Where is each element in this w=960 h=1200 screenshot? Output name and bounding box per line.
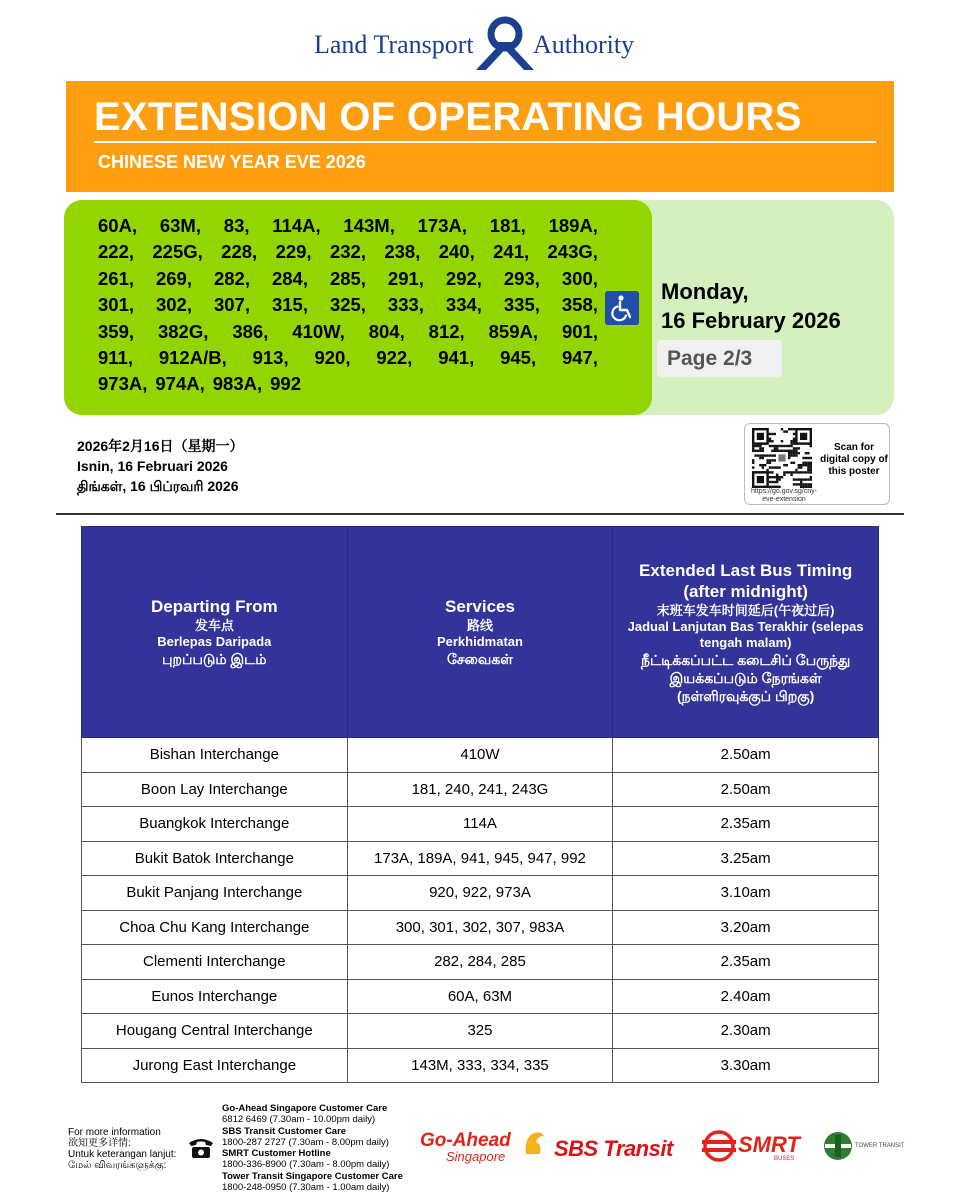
header-en: Services xyxy=(444,597,515,616)
qr-panel xyxy=(744,423,890,505)
service-number: 189A, xyxy=(548,215,598,236)
service-number: 240, xyxy=(438,241,475,263)
services-line xyxy=(98,213,598,239)
service-number: 143M, xyxy=(343,215,395,236)
departing-from-cell: Choa Chu Kang Interchange xyxy=(82,910,348,945)
service-number: 114A, xyxy=(272,215,321,236)
departing-from-cell: Boon Lay Interchange xyxy=(82,772,348,807)
contact-detail[interactable]: 1800-248-0950 (7.30am - 1.00am daily) xyxy=(222,1182,390,1194)
service-number: 941, xyxy=(438,347,475,369)
departing-from-cell: Eunos Interchange xyxy=(82,979,348,1014)
service-number: 261, xyxy=(98,267,135,289)
service-number: 911, xyxy=(98,347,133,369)
go-ahead-sub-text: Singapore xyxy=(446,1149,506,1164)
service-number: 60A, xyxy=(98,215,138,236)
service-number: 307, xyxy=(213,294,250,316)
service-number: 358, xyxy=(561,294,598,316)
contact-name: SMRT Customer Hotline xyxy=(222,1148,331,1160)
departing-from-cell: Clementi Interchange xyxy=(82,945,348,980)
service-number: 410W, xyxy=(292,320,345,342)
departing-from-cell: Hougang Central Interchange xyxy=(82,1014,348,1049)
contact-detail[interactable]: 1800-287 2727 (7.30am - 8.00pm daily) xyxy=(222,1136,389,1148)
service-number: 232, xyxy=(329,241,366,263)
service-number: 913, xyxy=(252,347,289,369)
header-ms: Perkhidmatan xyxy=(436,634,523,649)
last-bus-time-cell: 2.50am xyxy=(613,772,879,807)
header-zh: 末班车发车时间延后(午夜过后) xyxy=(656,602,835,618)
header-ms: Jadual Lanjutan Bas Terakhir (selepas tengah malam) xyxy=(627,618,864,650)
last-bus-time-cell: 3.20am xyxy=(613,910,879,945)
service-number: 983A, xyxy=(212,373,263,395)
service-number: 228, xyxy=(221,241,258,263)
service-number: 225G, xyxy=(152,241,203,263)
service-number: 181, xyxy=(489,215,526,236)
service-number: 238, xyxy=(384,241,421,263)
header-ta: நீட்டிக்கப்பட்ட கடைசிப் பேருந்து இயக்கப்படும் நேரங்கள் (நள்ளிரவுக்குப் பிறகு) xyxy=(641,651,851,704)
page-subtitle: CHINESE NEW YEAR EVE 2026 xyxy=(98,152,366,172)
services-cell: 920, 922, 973A xyxy=(347,876,613,911)
service-number: 912A/B, xyxy=(158,347,227,369)
table-header-row xyxy=(82,527,879,738)
departing-from-cell: Jurong East Interchange xyxy=(82,1048,348,1083)
contact-name: Go-Ahead Singapore Customer Care xyxy=(222,1103,388,1114)
go-ahead-text: Go-Ahead xyxy=(420,1130,511,1151)
table-row xyxy=(82,979,879,1014)
smrt-sub-text: BUSES xyxy=(774,1156,795,1162)
service-number: 222, xyxy=(98,241,135,263)
service-number: 974A, xyxy=(155,373,205,395)
service-number: 386, xyxy=(232,320,269,342)
service-number: 945, xyxy=(500,347,537,369)
smrt-logo xyxy=(700,1130,806,1164)
services-cell: 173A, 189A, 941, 945, 947, 992 xyxy=(347,841,613,876)
header-last-bus-timing xyxy=(613,527,879,738)
service-number: 83, xyxy=(223,215,250,236)
table-row xyxy=(82,738,879,773)
service-number: 804, xyxy=(368,320,405,342)
lion-icon xyxy=(522,1130,546,1156)
header-zh: 路线 xyxy=(466,618,493,633)
services-line xyxy=(98,292,598,318)
service-number: 920, xyxy=(314,347,351,369)
services-cell: 60A, 63M xyxy=(347,979,613,1014)
lta-logo xyxy=(300,12,660,74)
service-number: 291, xyxy=(387,267,424,289)
qr-url[interactable]: https://go.gov.sg/cny-eve-extension xyxy=(750,488,817,503)
table-row xyxy=(82,807,879,842)
last-bus-time-cell: 3.10am xyxy=(613,876,879,911)
service-number: 284, xyxy=(271,267,308,289)
services-line xyxy=(98,371,598,397)
header-ta: சேவைகள் xyxy=(446,651,513,667)
service-number: 285, xyxy=(329,267,366,289)
service-number: 63M, xyxy=(159,215,201,236)
service-number: 333, xyxy=(387,294,424,316)
service-number: 812, xyxy=(428,320,465,342)
contact-detail[interactable]: 6812 6469 (7.30am - 10.00pm daily) xyxy=(222,1114,376,1126)
service-number: 315, xyxy=(271,294,308,316)
services-list xyxy=(98,213,598,398)
services-cell: 114A xyxy=(347,807,613,842)
title-banner xyxy=(66,81,894,192)
table-row xyxy=(82,945,879,980)
services-line xyxy=(98,266,598,292)
service-number: 992 xyxy=(270,373,301,395)
table-row xyxy=(82,772,879,807)
header-ms: Berlepas Daripada xyxy=(157,634,272,649)
contact-name: SBS Transit Customer Care xyxy=(222,1125,347,1137)
page-indicator: Page 2/3 xyxy=(657,340,782,377)
last-bus-time-cell: 2.40am xyxy=(613,979,879,1014)
more-info-line: Untuk keterangan lanjut: xyxy=(68,1149,177,1160)
date-full: 16 February 2026 xyxy=(661,308,841,333)
tower-transit-logo xyxy=(823,1131,905,1163)
services-cell: 143M, 333, 334, 335 xyxy=(347,1048,613,1083)
more-info-line: 欲知更多详情: xyxy=(68,1138,131,1149)
contact-name: Tower Transit Singapore Customer Care xyxy=(222,1170,403,1182)
header-en: Departing From xyxy=(151,597,278,616)
table-row xyxy=(82,876,879,911)
service-number: 859A, xyxy=(488,320,539,342)
service-number: 293, xyxy=(503,267,540,289)
service-number: 243G, xyxy=(547,241,598,263)
services-line xyxy=(98,345,598,371)
telephone-icon xyxy=(187,1135,215,1159)
table-row xyxy=(82,841,879,876)
header-ta: புறப்படும் இடம் xyxy=(162,651,267,667)
smrt-text: SMRT xyxy=(738,1132,800,1157)
more-info-line: For more information xyxy=(68,1127,161,1138)
last-bus-time-cell: 2.35am xyxy=(613,807,879,842)
service-number: 300, xyxy=(561,267,598,289)
date-tamil: திங்கள், 16 பிப்ரவரி 2026 xyxy=(77,478,239,494)
page-title: EXTENSION OF OPERATING HOURS xyxy=(94,95,802,139)
services-cell: 325 xyxy=(347,1014,613,1049)
lta-emblem-icon xyxy=(472,12,538,74)
departing-from-cell: Bukit Batok Interchange xyxy=(82,841,348,876)
date-english xyxy=(661,277,841,335)
sbs-transit-logo: SBS Transit xyxy=(554,1136,673,1161)
smrt-emblem-icon xyxy=(700,1130,738,1162)
qr-caption: Scan for digital copy of this poster xyxy=(820,442,888,477)
service-number: 282, xyxy=(213,267,250,289)
service-number: 269, xyxy=(155,267,192,289)
departing-from-cell: Bishan Interchange xyxy=(82,738,348,773)
wheelchair-icon xyxy=(605,291,639,325)
departing-from-cell: Bukit Panjang Interchange xyxy=(82,876,348,911)
last-bus-time-cell: 2.35am xyxy=(613,945,879,980)
service-number: 901, xyxy=(561,320,598,342)
service-number: 359, xyxy=(98,320,135,342)
service-number: 947, xyxy=(561,347,598,369)
header-services xyxy=(347,527,613,738)
services-line xyxy=(98,319,598,345)
services-line xyxy=(98,239,598,265)
service-number: 922, xyxy=(376,347,413,369)
table-body xyxy=(82,738,879,1083)
table-row xyxy=(82,1048,879,1083)
multilingual-dates xyxy=(77,436,244,496)
go-ahead-logo xyxy=(420,1130,545,1164)
service-number: 334, xyxy=(445,294,482,316)
more-info-line: மேல் விவரங்களுக்கு: xyxy=(68,1160,167,1171)
date-chinese: 2026年2月16日（星期一） xyxy=(77,438,244,454)
customer-care-contacts xyxy=(222,1103,403,1193)
date-malay: Isnin, 16 Februari 2026 xyxy=(77,458,228,474)
qr-code-icon[interactable] xyxy=(751,428,813,488)
section-divider xyxy=(56,513,904,515)
table-row xyxy=(82,1014,879,1049)
service-number: 292, xyxy=(445,267,482,289)
service-number: 382G, xyxy=(157,320,209,342)
header-departing-from xyxy=(82,527,348,738)
service-number: 301, xyxy=(98,294,135,316)
service-number: 173A, xyxy=(417,215,467,236)
services-cell: 410W xyxy=(347,738,613,773)
timing-table xyxy=(81,526,879,1083)
last-bus-time-cell: 2.30am xyxy=(613,1014,879,1049)
last-bus-time-cell: 2.50am xyxy=(613,738,879,773)
logo-text-left: Land Transport xyxy=(314,30,474,59)
header-zh: 发车点 xyxy=(194,618,234,633)
tower-text: TOWER TRANSIT xyxy=(855,1143,905,1149)
contact-detail[interactable]: 1800-336-8900 (7.30am - 8.00pm daily) xyxy=(222,1159,390,1171)
banner-divider xyxy=(94,141,876,143)
service-number: 241, xyxy=(493,241,530,263)
last-bus-time-cell: 3.30am xyxy=(613,1048,879,1083)
table-row xyxy=(82,910,879,945)
tower-emblem-icon xyxy=(823,1131,853,1161)
last-bus-time-cell: 3.25am xyxy=(613,841,879,876)
date-day: Monday, xyxy=(661,279,749,304)
service-number: 973A, xyxy=(98,373,148,395)
logo-text-right: Authority xyxy=(533,30,635,59)
header-en: Extended Last Bus Timing (after midnight) xyxy=(639,560,853,601)
services-cell: 300, 301, 302, 307, 983A xyxy=(347,910,613,945)
service-number: 335, xyxy=(503,294,540,316)
service-number: 302, xyxy=(155,294,192,316)
services-cell: 282, 284, 285 xyxy=(347,945,613,980)
service-number: 229, xyxy=(275,241,312,263)
service-number: 325, xyxy=(329,294,366,316)
services-cell: 181, 240, 241, 243G xyxy=(347,772,613,807)
more-info-label xyxy=(68,1127,176,1171)
departing-from-cell: Buangkok Interchange xyxy=(82,807,348,842)
